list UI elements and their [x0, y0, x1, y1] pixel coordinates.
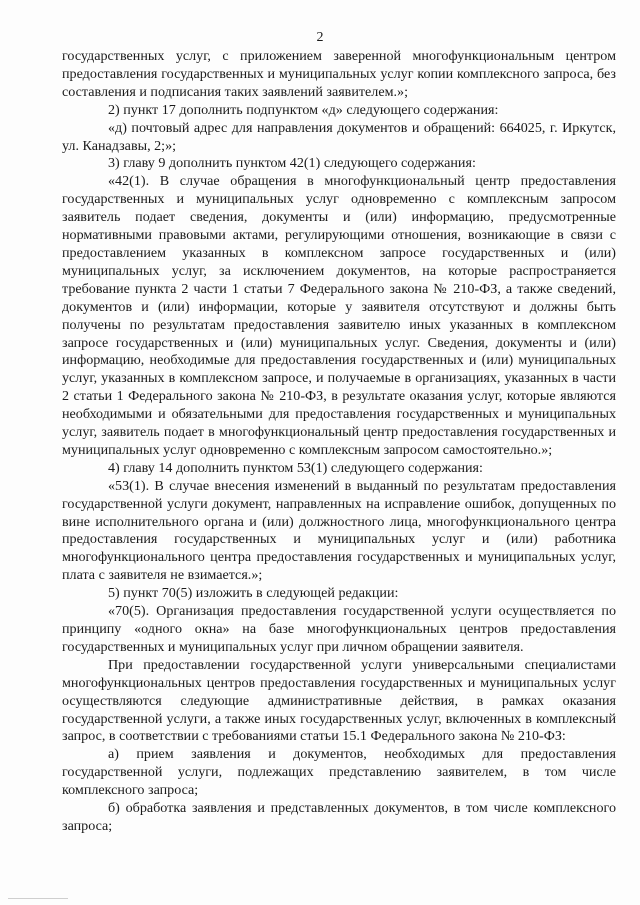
paragraph-clause-42-1: «42(1). В случае обращения в многофункциональный центр предоставления государственных и муниципальных услуг одновременно с комплексным запросом заявитель подает сведения, документы и (или) информацию, предусмотренные нормативными правовыми актами, регулирующими отношения, возникающие в связи с предоставлением указанных в комплексном запросе государственных и (или) муниципальных услуг, за исключением документов, на которые распространяется требование пункта 2 части 1 статьи 7 Федерального закона № 210-ФЗ, а также сведений, документов и (или) информации, которые у заявителя отсутствуют и должны быть получены по результатам предоставления заявителю иных указанных в комплексном запросе государственных и (или) муниципальных услуг. Сведения, документы и (или) информацию, необходимые для предоставления государственных и (или) муниципальных услуг, указанных в комплексном запросе, и получаемые в организациях, указанных в части 2 статьи 1 Федерального закона № 210-ФЗ, в результате оказания услуг, которые являются необходимыми и обязательными для предоставления государственных и муниципальных услуг, заявитель подает в многофункциональный центр предоставления государственных и муниципальных услуг одновременно с комплексным запросом самостоятельно.»;	[62, 173, 616, 458]
paragraph-continuation: государственных услуг, с приложением заверенной многофункциональным центром предоставления государственных и муниципальных услуг копии комплексного запроса, без составления и подписания таких заявлений заявителем.»;	[62, 48, 616, 100]
paragraph-subitem-d: «д) почтовый адрес для направления документов и обращений: 664025, г. Иркутск, ул. Канадзавы, 2;»;	[62, 119, 616, 154]
paragraph-subitem-b: б) обработка заявления и представленных документов, в том числе комплексного запроса;	[62, 800, 616, 834]
paragraph-item-5: 5) пункт 70(5) изложить в следующей редакции:	[108, 585, 399, 602]
paragraph-clause-70-5: «70(5). Организация предоставления государственной услуги осуществляется по принципу «одного окна» на базе многофункциональных центров предоставления государственных и муниципальных услуг при личном обращении заявителя.	[62, 603, 616, 655]
paragraph-subitem-a: а) прием заявления и документов, необходимых для предоставления государственной услуги, подлежащих представлению заявителем, в том числе комплексного запроса;	[62, 746, 616, 799]
document-body	[62, 48, 616, 836]
paragraph-item-2: 2) пункт 17 дополнить подпунктом «д» следующего содержания:	[108, 101, 499, 118]
paragraph-item-3: 3) главу 9 дополнить пунктом 42(1) следующего содержания:	[108, 155, 476, 172]
paragraph-item-4: 4) главу 14 дополнить пунктом 53(1) следующего содержания:	[108, 459, 483, 476]
page-number: 2	[316, 30, 324, 45]
paragraph-universal-specialists: При предоставлении государственной услуги универсальными специалистами многофункциональных центров предоставления государственных и муниципальных услуг осуществляются следующие административные действия, в рамках оказания государственной услуги, а также иных государственных услуг, включенных в комплексный запрос, в соответствии с требованиями статьи 15.1 Федерального закона № 210-ФЗ:	[62, 656, 616, 745]
paragraph-clause-53-1: «53(1). В случае внесения изменений в выданный по результатам предоставления государственной услуги документ, направленных на исправление ошибок, допущенных по вине исполнительного органа и (или) должностного лица, многофункционального центра предоставления государственных и муниципальных услуг и (или) работника многофункционального центра предоставления государственных и муниципальных услуг, плата с заявителя не взимается.»;	[62, 477, 616, 584]
scan-edge-mark	[8, 898, 68, 899]
